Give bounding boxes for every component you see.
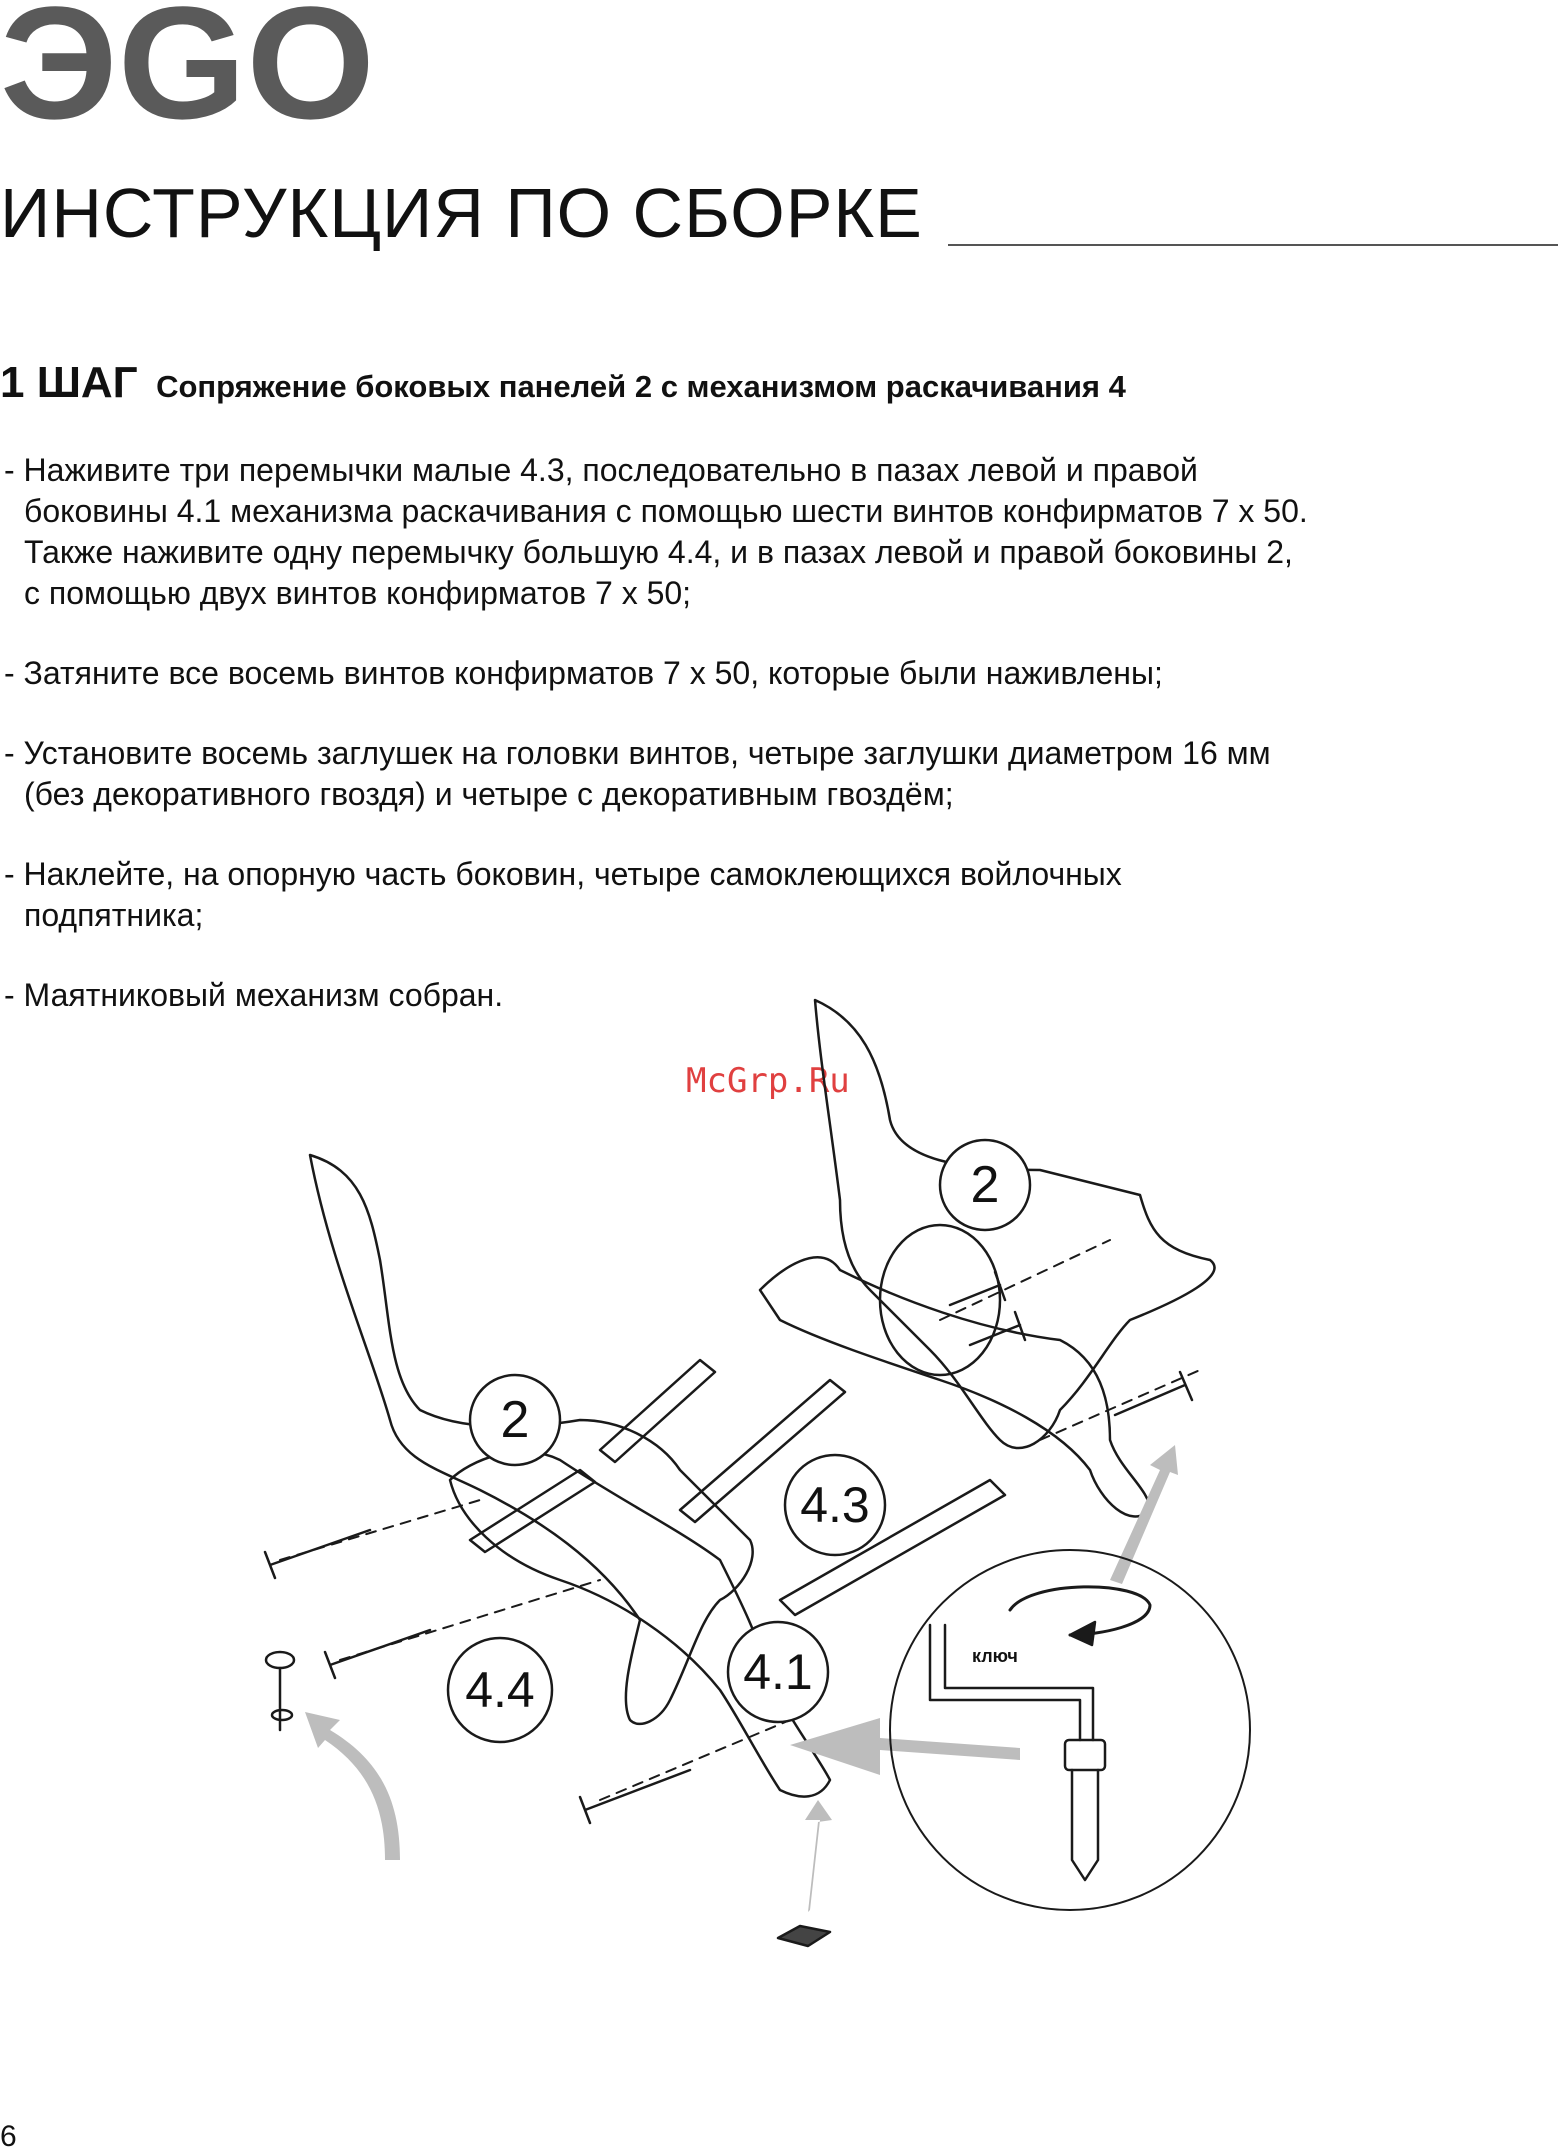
callout-label: 2 <box>970 1156 1000 1214</box>
callout-small-bridge <box>785 1455 885 1555</box>
key-label: ключ <box>972 1646 1018 1666</box>
title-divider <box>948 244 1558 246</box>
instruction-line: - Наклейте, на опорную часть боковин, четыре самоклеющихся войлочных <box>4 856 1122 892</box>
instruction-line: боковины 4.1 механизма раскачивания с помощью шести винтов конфирматов 7 х 50. <box>24 493 1308 529</box>
callout-label: 4.4 <box>465 1662 535 1718</box>
page-number: 6 <box>0 2120 17 2153</box>
instruction-line: Также наживите одну перемычку большую 4.4, и в пазах левой и правой боковины 2, <box>24 534 1293 570</box>
callout-right-panel <box>940 1140 1030 1230</box>
confirmat-screws <box>265 1272 1192 1823</box>
instruction-item <box>0 450 1545 614</box>
detail-zoom-circle <box>890 1550 1250 1910</box>
assembly-lines <box>280 1240 1200 1800</box>
instruction-line: с помощью двух винтов конфирматов 7 х 50; <box>24 575 692 611</box>
instruction-list <box>0 450 1545 1055</box>
step-description: Сопряжение боковых панелей 2 с механизмом раскачивания 4 <box>156 369 1126 404</box>
callout-label: 4.3 <box>800 1477 870 1533</box>
side-panel-right <box>815 1000 1215 1448</box>
callout-rocker-side <box>728 1622 828 1722</box>
instruction-line: (без декоративного гвоздя) и четыре с декоративным гвоздём; <box>24 776 954 812</box>
instruction-item <box>0 653 1545 694</box>
callout-left-panel <box>470 1375 560 1465</box>
felt-pad <box>778 1926 830 1946</box>
instruction-line: подпятника; <box>24 897 204 933</box>
cap-with-nail <box>266 1652 294 1730</box>
instruction-line: - Маятниковый механизм собран. <box>4 977 504 1013</box>
brand-logo <box>0 0 380 125</box>
instruction-line: - Установите восемь заглушек на головки винтов, четыре заглушки диаметром 16 мм <box>4 735 1271 771</box>
rotation-arrowhead <box>1070 1622 1095 1645</box>
watermark: McGrp.Ru <box>686 1061 850 1101</box>
instruction-line: - Затяните все восемь винтов конфирматов 7 х 50, которые были наживлены; <box>4 655 1163 691</box>
instruction-item <box>0 733 1545 815</box>
step-header <box>0 358 1126 408</box>
rotation-arrow <box>1010 1587 1150 1635</box>
brand-logo-text: ЭGO <box>0 0 375 125</box>
callout-large-bridge <box>448 1638 552 1742</box>
callout-label: 2 <box>500 1391 530 1449</box>
callout-label: 4.1 <box>743 1644 813 1700</box>
instruction-item <box>0 854 1545 936</box>
page-title: ИНСТРУКЦИЯ ПО СБОРКЕ <box>0 174 923 252</box>
step-number: 1 ШАГ <box>0 358 138 407</box>
instruction-line: - Наживите три перемычки малые 4.3, последовательно в пазах левой и правой <box>4 452 1198 488</box>
assembly-diagram <box>0 980 1563 1980</box>
